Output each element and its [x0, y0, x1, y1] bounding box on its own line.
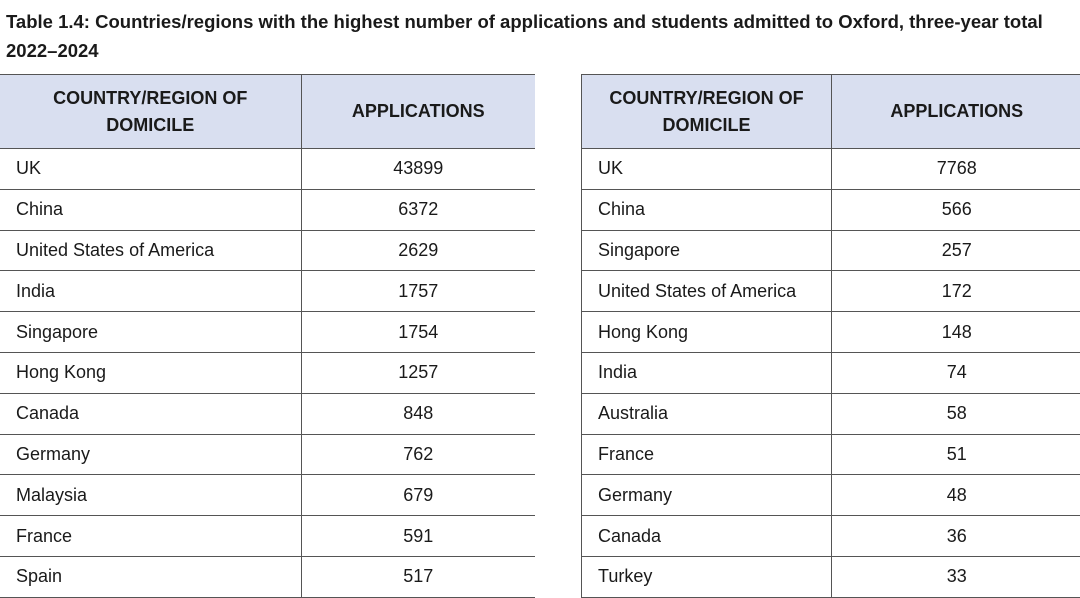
- country-cell: Singapore: [582, 230, 832, 271]
- country-cell: UK: [582, 149, 832, 190]
- applications-table-body: [0, 149, 535, 598]
- country-cell: Hong Kong: [582, 312, 832, 353]
- country-cell: Turkey: [582, 556, 832, 597]
- table-row: [0, 393, 535, 434]
- applications-cell: 257: [832, 230, 1080, 271]
- table-row: [582, 556, 1080, 597]
- country-cell: Canada: [582, 516, 832, 557]
- applications-cell: 848: [301, 393, 535, 434]
- column-header-applications: APPLICATIONS: [301, 75, 535, 149]
- applications-table: [0, 74, 535, 598]
- table-row: [0, 312, 535, 353]
- applications-cell: 6372: [301, 189, 535, 230]
- applications-cell: 2629: [301, 230, 535, 271]
- table-row: [0, 516, 535, 557]
- table-row: [0, 434, 535, 475]
- applications-cell: 43899: [301, 149, 535, 190]
- country-cell: Spain: [0, 556, 301, 597]
- country-cell: United States of America: [582, 271, 832, 312]
- table-row: [0, 189, 535, 230]
- country-cell: Hong Kong: [0, 352, 301, 393]
- applications-cell: 591: [301, 516, 535, 557]
- applications-cell: 1257: [301, 352, 535, 393]
- applications-cell: 148: [832, 312, 1080, 353]
- applications-cell: 1754: [301, 312, 535, 353]
- table-row: [0, 352, 535, 393]
- applications-cell: 517: [301, 556, 535, 597]
- country-cell: Malaysia: [0, 475, 301, 516]
- applications-cell: 679: [301, 475, 535, 516]
- table-row: [582, 230, 1080, 271]
- table-title: Table 1.4: Countries/regions with the highest number of applications and students admitted to Oxford, three-year total 2022–2024: [6, 7, 1074, 65]
- country-cell: Germany: [582, 475, 832, 516]
- table-row: [582, 352, 1080, 393]
- table-row: [582, 271, 1080, 312]
- table-row: [0, 230, 535, 271]
- country-cell: Singapore: [0, 312, 301, 353]
- table-row: [582, 475, 1080, 516]
- table-row: [582, 516, 1080, 557]
- applications-cell: 51: [832, 434, 1080, 475]
- applications-cell: 762: [301, 434, 535, 475]
- table-row: [582, 393, 1080, 434]
- country-cell: UK: [0, 149, 301, 190]
- table-row: [0, 556, 535, 597]
- table-header-row: [0, 75, 535, 149]
- table-header-row: [582, 75, 1080, 149]
- country-cell: India: [0, 271, 301, 312]
- country-cell: China: [0, 189, 301, 230]
- country-cell: France: [0, 516, 301, 557]
- country-cell: India: [582, 352, 832, 393]
- applications-cell: 36: [832, 516, 1080, 557]
- applications-cell: 33: [832, 556, 1080, 597]
- table-row: [0, 271, 535, 312]
- applications-cell: 7768: [832, 149, 1080, 190]
- applications-cell: 58: [832, 393, 1080, 434]
- country-cell: United States of America: [0, 230, 301, 271]
- country-cell: France: [582, 434, 832, 475]
- applications-cell: 1757: [301, 271, 535, 312]
- country-cell: Germany: [0, 434, 301, 475]
- country-cell: Australia: [582, 393, 832, 434]
- applications-cell: 74: [832, 352, 1080, 393]
- applications-cell: 172: [832, 271, 1080, 312]
- admitted-table-body: [582, 149, 1080, 598]
- table-row: [582, 189, 1080, 230]
- applications-cell: 566: [832, 189, 1080, 230]
- admitted-table: [581, 74, 1080, 598]
- column-header-country: COUNTRY/REGION OF DOMICILE: [0, 75, 301, 149]
- table-row: [0, 475, 535, 516]
- table-row: [582, 149, 1080, 190]
- column-header-country: COUNTRY/REGION OF DOMICILE: [582, 75, 832, 149]
- table-row: [0, 149, 535, 190]
- column-header-applications: APPLICATIONS: [832, 75, 1080, 149]
- country-cell: Canada: [0, 393, 301, 434]
- applications-cell: 48: [832, 475, 1080, 516]
- table-row: [582, 434, 1080, 475]
- country-cell: China: [582, 189, 832, 230]
- table-row: [582, 312, 1080, 353]
